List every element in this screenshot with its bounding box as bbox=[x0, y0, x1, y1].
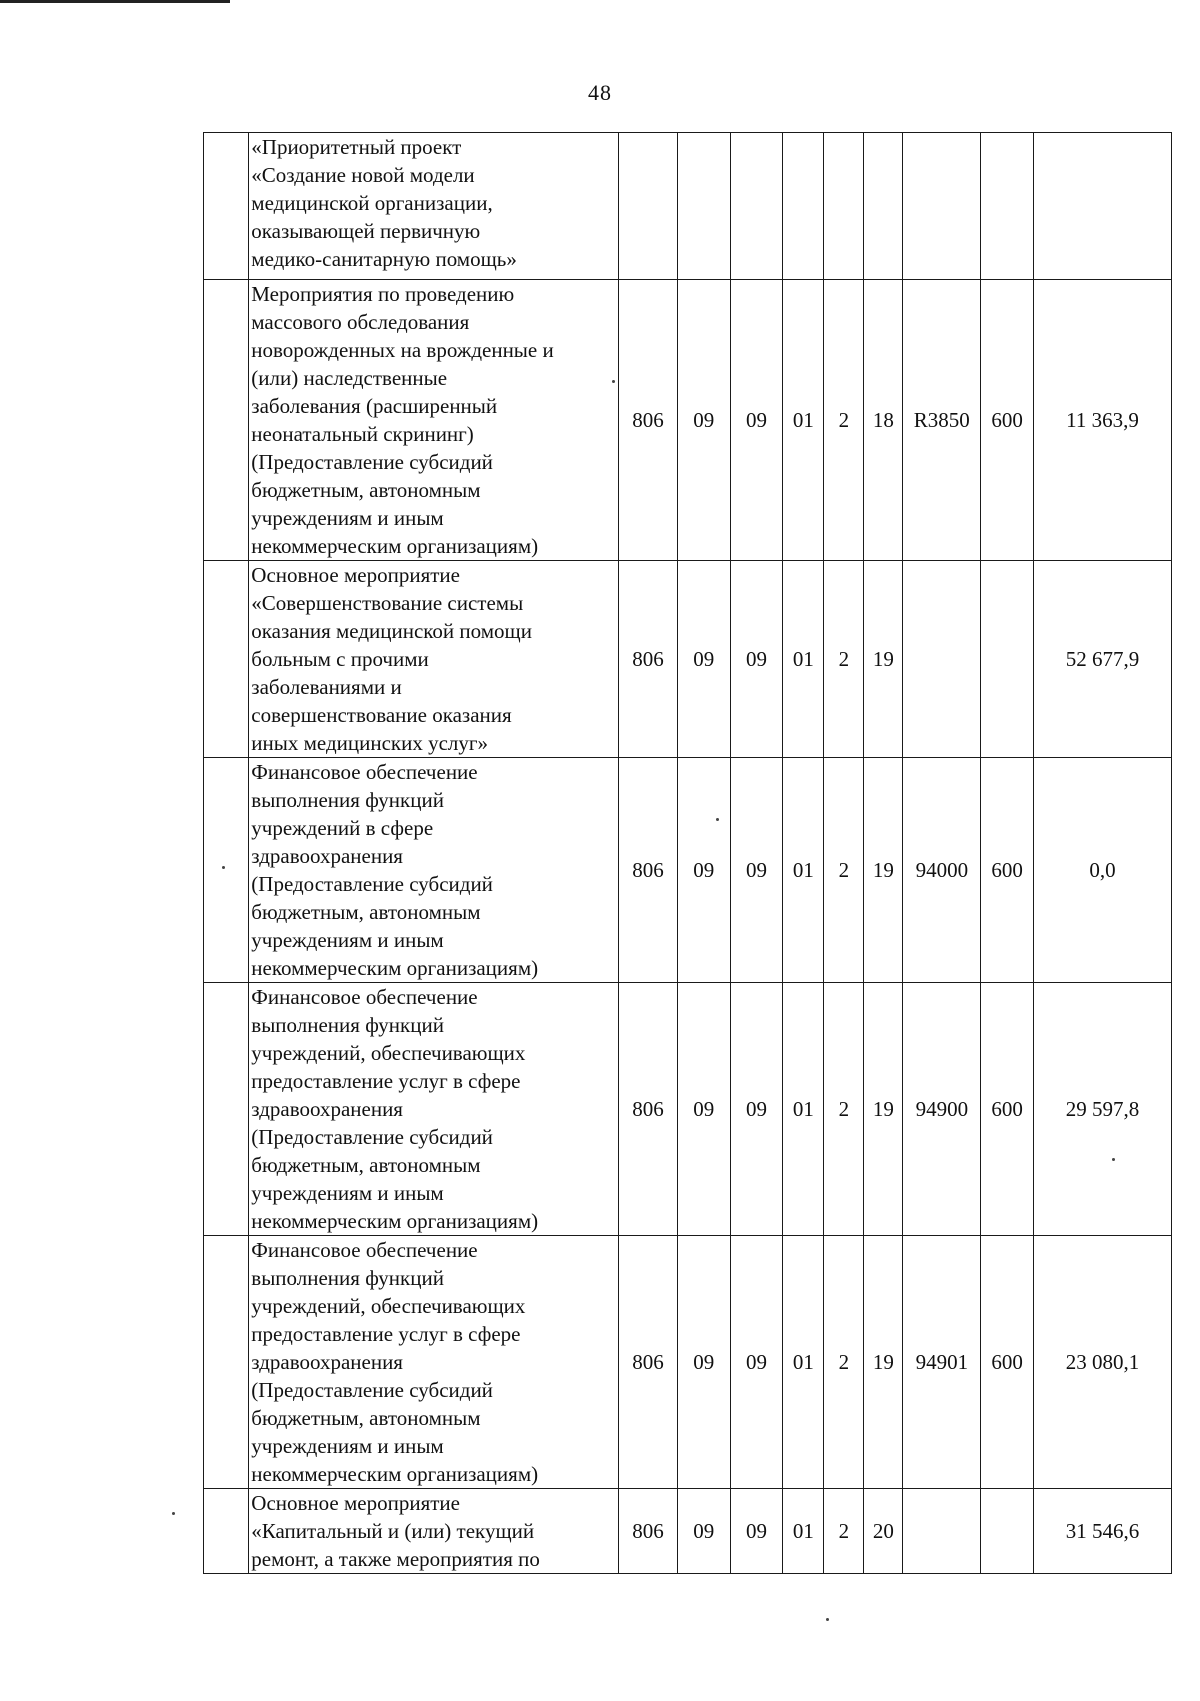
section-code-cell: 09 bbox=[677, 1489, 730, 1574]
ministry-code-cell bbox=[618, 133, 677, 280]
subprogram-code-cell: 2 bbox=[824, 758, 864, 983]
subprogram-code-cell: 2 bbox=[824, 1236, 864, 1489]
description-cell: Основное мероприятие «Совершенствование системы оказания медицинской помощи больным с прочими заболеваниями и совершенствование оказания иных медицинских услуг» bbox=[249, 561, 619, 758]
direction-code-cell: 94000 bbox=[903, 758, 981, 983]
subprogram-code-cell: 2 bbox=[824, 561, 864, 758]
subsection-code-cell: 09 bbox=[730, 561, 783, 758]
table-row bbox=[204, 758, 1172, 983]
amount-cell: 0,0 bbox=[1033, 758, 1171, 983]
subsection-code-cell: 09 bbox=[730, 280, 783, 561]
table-row bbox=[204, 1489, 1172, 1574]
description-cell: Финансовое обеспечение выполнения функций учреждений, обеспечивающих предоставление услуг в сфере здравоохранения (Предоставление субсидий бюджетным, автономным учреждениям и иным некоммерческим организациям) bbox=[249, 983, 619, 1236]
scan-speck bbox=[612, 380, 615, 383]
direction-code-cell bbox=[903, 1489, 981, 1574]
scan-speck bbox=[222, 866, 225, 869]
amount-cell bbox=[1033, 133, 1171, 280]
description-cell: Мероприятия по проведению массового обследования новорожденных на врожденные и (или) наследственные заболевания (расширенный неонатальный скрининг) (Предоставление субсидий бюджетным, автономным учреждениям и иным некоммерческим организациям) bbox=[249, 280, 619, 561]
program-code-cell: 01 bbox=[783, 280, 824, 561]
top-rule bbox=[0, 0, 230, 3]
amount-cell: 23 080,1 bbox=[1033, 1236, 1171, 1489]
row-number-cell bbox=[204, 133, 249, 280]
subprogram-code-cell bbox=[824, 133, 864, 280]
subprogram-code-cell: 2 bbox=[824, 280, 864, 561]
amount-cell: 11 363,9 bbox=[1033, 280, 1171, 561]
program-code-cell: 01 bbox=[783, 561, 824, 758]
activity-code-cell: 20 bbox=[864, 1489, 903, 1574]
table-row bbox=[204, 133, 1172, 280]
activity-code-cell: 19 bbox=[864, 983, 903, 1236]
program-code-cell bbox=[783, 133, 824, 280]
ministry-code-cell: 806 bbox=[618, 758, 677, 983]
ministry-code-cell: 806 bbox=[618, 983, 677, 1236]
subsection-code-cell: 09 bbox=[730, 758, 783, 983]
scan-speck bbox=[172, 1512, 175, 1515]
section-code-cell bbox=[677, 133, 730, 280]
direction-code-cell: 94900 bbox=[903, 983, 981, 1236]
expense-type-cell bbox=[981, 133, 1034, 280]
table-row bbox=[204, 280, 1172, 561]
amount-cell: 52 677,9 bbox=[1033, 561, 1171, 758]
program-code-cell: 01 bbox=[783, 758, 824, 983]
activity-code-cell: 18 bbox=[864, 280, 903, 561]
subsection-code-cell: 09 bbox=[730, 983, 783, 1236]
subprogram-code-cell: 2 bbox=[824, 1489, 864, 1574]
subprogram-code-cell: 2 bbox=[824, 983, 864, 1236]
expense-type-cell: 600 bbox=[981, 1236, 1034, 1489]
scan-speck bbox=[1112, 1158, 1115, 1161]
row-number-cell bbox=[204, 1489, 249, 1574]
row-number-cell bbox=[204, 561, 249, 758]
subsection-code-cell bbox=[730, 133, 783, 280]
amount-cell: 29 597,8 bbox=[1033, 983, 1171, 1236]
ministry-code-cell: 806 bbox=[618, 1489, 677, 1574]
direction-code-cell bbox=[903, 561, 981, 758]
page-number: 48 bbox=[588, 80, 612, 105]
subsection-code-cell: 09 bbox=[730, 1489, 783, 1574]
direction-code-cell: 94901 bbox=[903, 1236, 981, 1489]
direction-code-cell bbox=[903, 133, 981, 280]
expense-type-cell bbox=[981, 561, 1034, 758]
row-number-cell bbox=[204, 983, 249, 1236]
table-row bbox=[204, 983, 1172, 1236]
table-row bbox=[204, 561, 1172, 758]
amount-cell: 31 546,6 bbox=[1033, 1489, 1171, 1574]
scan-speck bbox=[716, 818, 719, 821]
expense-type-cell bbox=[981, 1489, 1034, 1574]
program-code-cell: 01 bbox=[783, 1236, 824, 1489]
description-cell: Финансовое обеспечение выполнения функций учреждений в сфере здравоохранения (Предоставление субсидий бюджетным, автономным учреждениям и иным некоммерческим организациям) bbox=[249, 758, 619, 983]
ministry-code-cell: 806 bbox=[618, 1236, 677, 1489]
description-cell: Финансовое обеспечение выполнения функций учреждений, обеспечивающих предоставление услуг в сфере здравоохранения (Предоставление субсидий бюджетным, автономным учреждениям и иным некоммерческим организациям) bbox=[249, 1236, 619, 1489]
subsection-code-cell: 09 bbox=[730, 1236, 783, 1489]
expense-type-cell: 600 bbox=[981, 983, 1034, 1236]
section-code-cell: 09 bbox=[677, 561, 730, 758]
program-code-cell: 01 bbox=[783, 1489, 824, 1574]
ministry-code-cell: 806 bbox=[618, 561, 677, 758]
activity-code-cell bbox=[864, 133, 903, 280]
section-code-cell: 09 bbox=[677, 1236, 730, 1489]
scan-speck bbox=[826, 1618, 829, 1621]
row-number-cell bbox=[204, 280, 249, 561]
activity-code-cell: 19 bbox=[864, 1236, 903, 1489]
table-row bbox=[204, 1236, 1172, 1489]
row-number-cell bbox=[204, 758, 249, 983]
activity-code-cell: 19 bbox=[864, 758, 903, 983]
section-code-cell: 09 bbox=[677, 983, 730, 1236]
section-code-cell: 09 bbox=[677, 758, 730, 983]
budget-table bbox=[203, 132, 1172, 1574]
description-cell: «Приоритетный проект «Создание новой модели медицинской организации, оказывающей первичную медико-санитарную помощь» bbox=[249, 133, 619, 280]
program-code-cell: 01 bbox=[783, 983, 824, 1236]
ministry-code-cell: 806 bbox=[618, 280, 677, 561]
expense-type-cell: 600 bbox=[981, 280, 1034, 561]
expense-type-cell: 600 bbox=[981, 758, 1034, 983]
row-number-cell bbox=[204, 1236, 249, 1489]
direction-code-cell: R3850 bbox=[903, 280, 981, 561]
activity-code-cell: 19 bbox=[864, 561, 903, 758]
section-code-cell: 09 bbox=[677, 280, 730, 561]
description-cell: Основное мероприятие «Капитальный и (или) текущий ремонт, а также мероприятия по bbox=[249, 1489, 619, 1574]
